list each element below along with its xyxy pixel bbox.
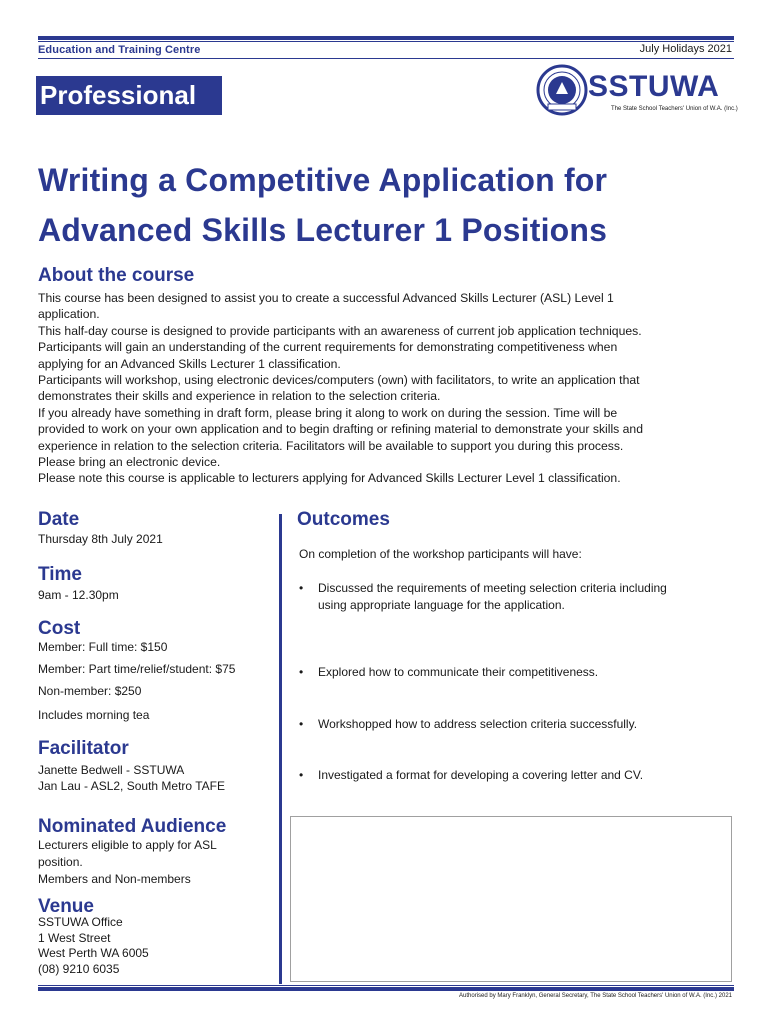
top-rule: [38, 36, 734, 40]
sstuwa-seal-icon: [536, 64, 588, 116]
outcome-text: Investigated a format for developing a covering letter and CV.: [318, 768, 644, 782]
venue-line: West Perth WA 6005: [38, 946, 149, 960]
audience-line: position.: [38, 855, 83, 869]
audience-line: Lecturers eligible to apply for ASL: [38, 838, 217, 852]
time-value: 9am - 12.30pm: [38, 588, 119, 602]
facilitator-name: Jan Lau - ASL2, South Metro TAFE: [38, 779, 225, 793]
outcome-text: Discussed the requirements of meeting selection criteria including: [318, 581, 667, 595]
facilitator-heading: Facilitator: [38, 738, 129, 759]
venue-address: [38, 915, 149, 977]
about-heading: About the course: [38, 265, 195, 286]
date-heading: Date: [38, 509, 80, 530]
facilitator-name: Janette Bedwell - SSTUWA: [38, 763, 185, 777]
venue-line: SSTUWA Office: [38, 915, 123, 929]
outcome-item: [299, 664, 729, 681]
org-name: Education and Training Centre: [38, 44, 201, 56]
bullet-icon: •: [299, 768, 304, 782]
cost-heading: Cost: [38, 618, 81, 639]
about-body: [38, 290, 728, 487]
about-line: provided to work on your own application and to begin drafting or refining material to demonstrate your skills and: [38, 422, 643, 437]
about-line: Please note this course is applicable to lecturers applying for Advanced Skills Lecturer Level 1 classification.: [38, 471, 621, 486]
logo-wordmark: SSTUWA: [588, 70, 720, 103]
cost-item: Includes morning tea: [38, 708, 150, 722]
audience-heading: Nominated Audience: [38, 816, 227, 837]
about-line: Participants will workshop, using electronic devices/computers (own) with facilitators, to write an application that: [38, 373, 640, 388]
outcome-item: [299, 716, 729, 733]
venue-line: (08) 9210 6035: [38, 961, 120, 976]
column-divider: [279, 514, 282, 984]
bullet-icon: •: [299, 717, 304, 731]
audience-line: Members and Non-members: [38, 872, 191, 886]
about-line: If you already have something in draft form, please bring it along to work on during the session. Time will be: [38, 405, 618, 420]
bullet-icon: •: [299, 581, 304, 595]
about-line: application.: [38, 307, 100, 322]
header-divider: [38, 58, 734, 59]
about-line: This course has been designed to assist you to create a successful Advanced Skills Lecturer (ASL) Level 1: [38, 291, 614, 305]
venue-line: 1 West Street: [38, 930, 111, 945]
outcome-text: using appropriate language for the application.: [318, 598, 565, 612]
date-value: Thursday 8th July 2021: [38, 532, 163, 546]
about-line: Participants will gain an understanding of the current requirements for demonstrating competitiveness when: [38, 340, 618, 355]
outcomes-heading: Outcomes: [297, 509, 390, 530]
about-line: This half-day course is designed to provide participants with an awareness of current job application techniques.: [38, 323, 642, 338]
logo-tagline: The State School Teachers' Union of W.A. (Inc.): [611, 106, 738, 112]
time-heading: Time: [38, 564, 83, 585]
outcomes-intro: On completion of the workshop participants will have:: [299, 547, 582, 561]
about-line: demonstrates their skills and experience in relation to the selection criteria.: [38, 389, 441, 404]
about-line: Please bring an electronic device.: [38, 455, 221, 470]
outcome-item: [299, 580, 729, 614]
cost-item: Non-member: $250: [38, 684, 142, 698]
bullet-icon: •: [299, 665, 304, 679]
about-line: experience in relation to the selection criteria. Facilitators will be available to support you during this process.: [38, 438, 624, 453]
venue-heading: Venue: [38, 896, 94, 917]
bottom-rule: [38, 987, 734, 991]
empty-image-box: [290, 816, 732, 982]
outcome-item: [299, 767, 729, 784]
title-line-2: Advanced Skills Lecturer 1 Positions: [38, 212, 608, 248]
term-label: July Holidays 2021: [639, 43, 732, 55]
audience-body: [38, 837, 268, 888]
outcome-text: Workshopped how to address selection criteria successfully.: [318, 717, 638, 731]
outcome-text: Explored how to communicate their competitiveness.: [318, 665, 599, 679]
top-rule-thin: [38, 41, 734, 42]
page-title: [38, 155, 738, 255]
professional-badge: Professional: [36, 76, 222, 115]
title-line-1: Writing a Competitive Application for: [38, 162, 608, 198]
cost-item: Member: Full time: $150: [38, 640, 168, 654]
about-line: applying for an Advanced Skills Lecturer 1 classification.: [38, 356, 341, 371]
footer-authorisation: Authorised by Mary Franklyn, General Secretary, The State School Teachers' Union of W.A. (Inc.) 2021: [459, 993, 732, 999]
cost-item: Member: Part time/relief/student: $75: [38, 662, 236, 676]
outcomes-list: [299, 580, 729, 782]
bottom-rule-thin: [38, 985, 734, 986]
